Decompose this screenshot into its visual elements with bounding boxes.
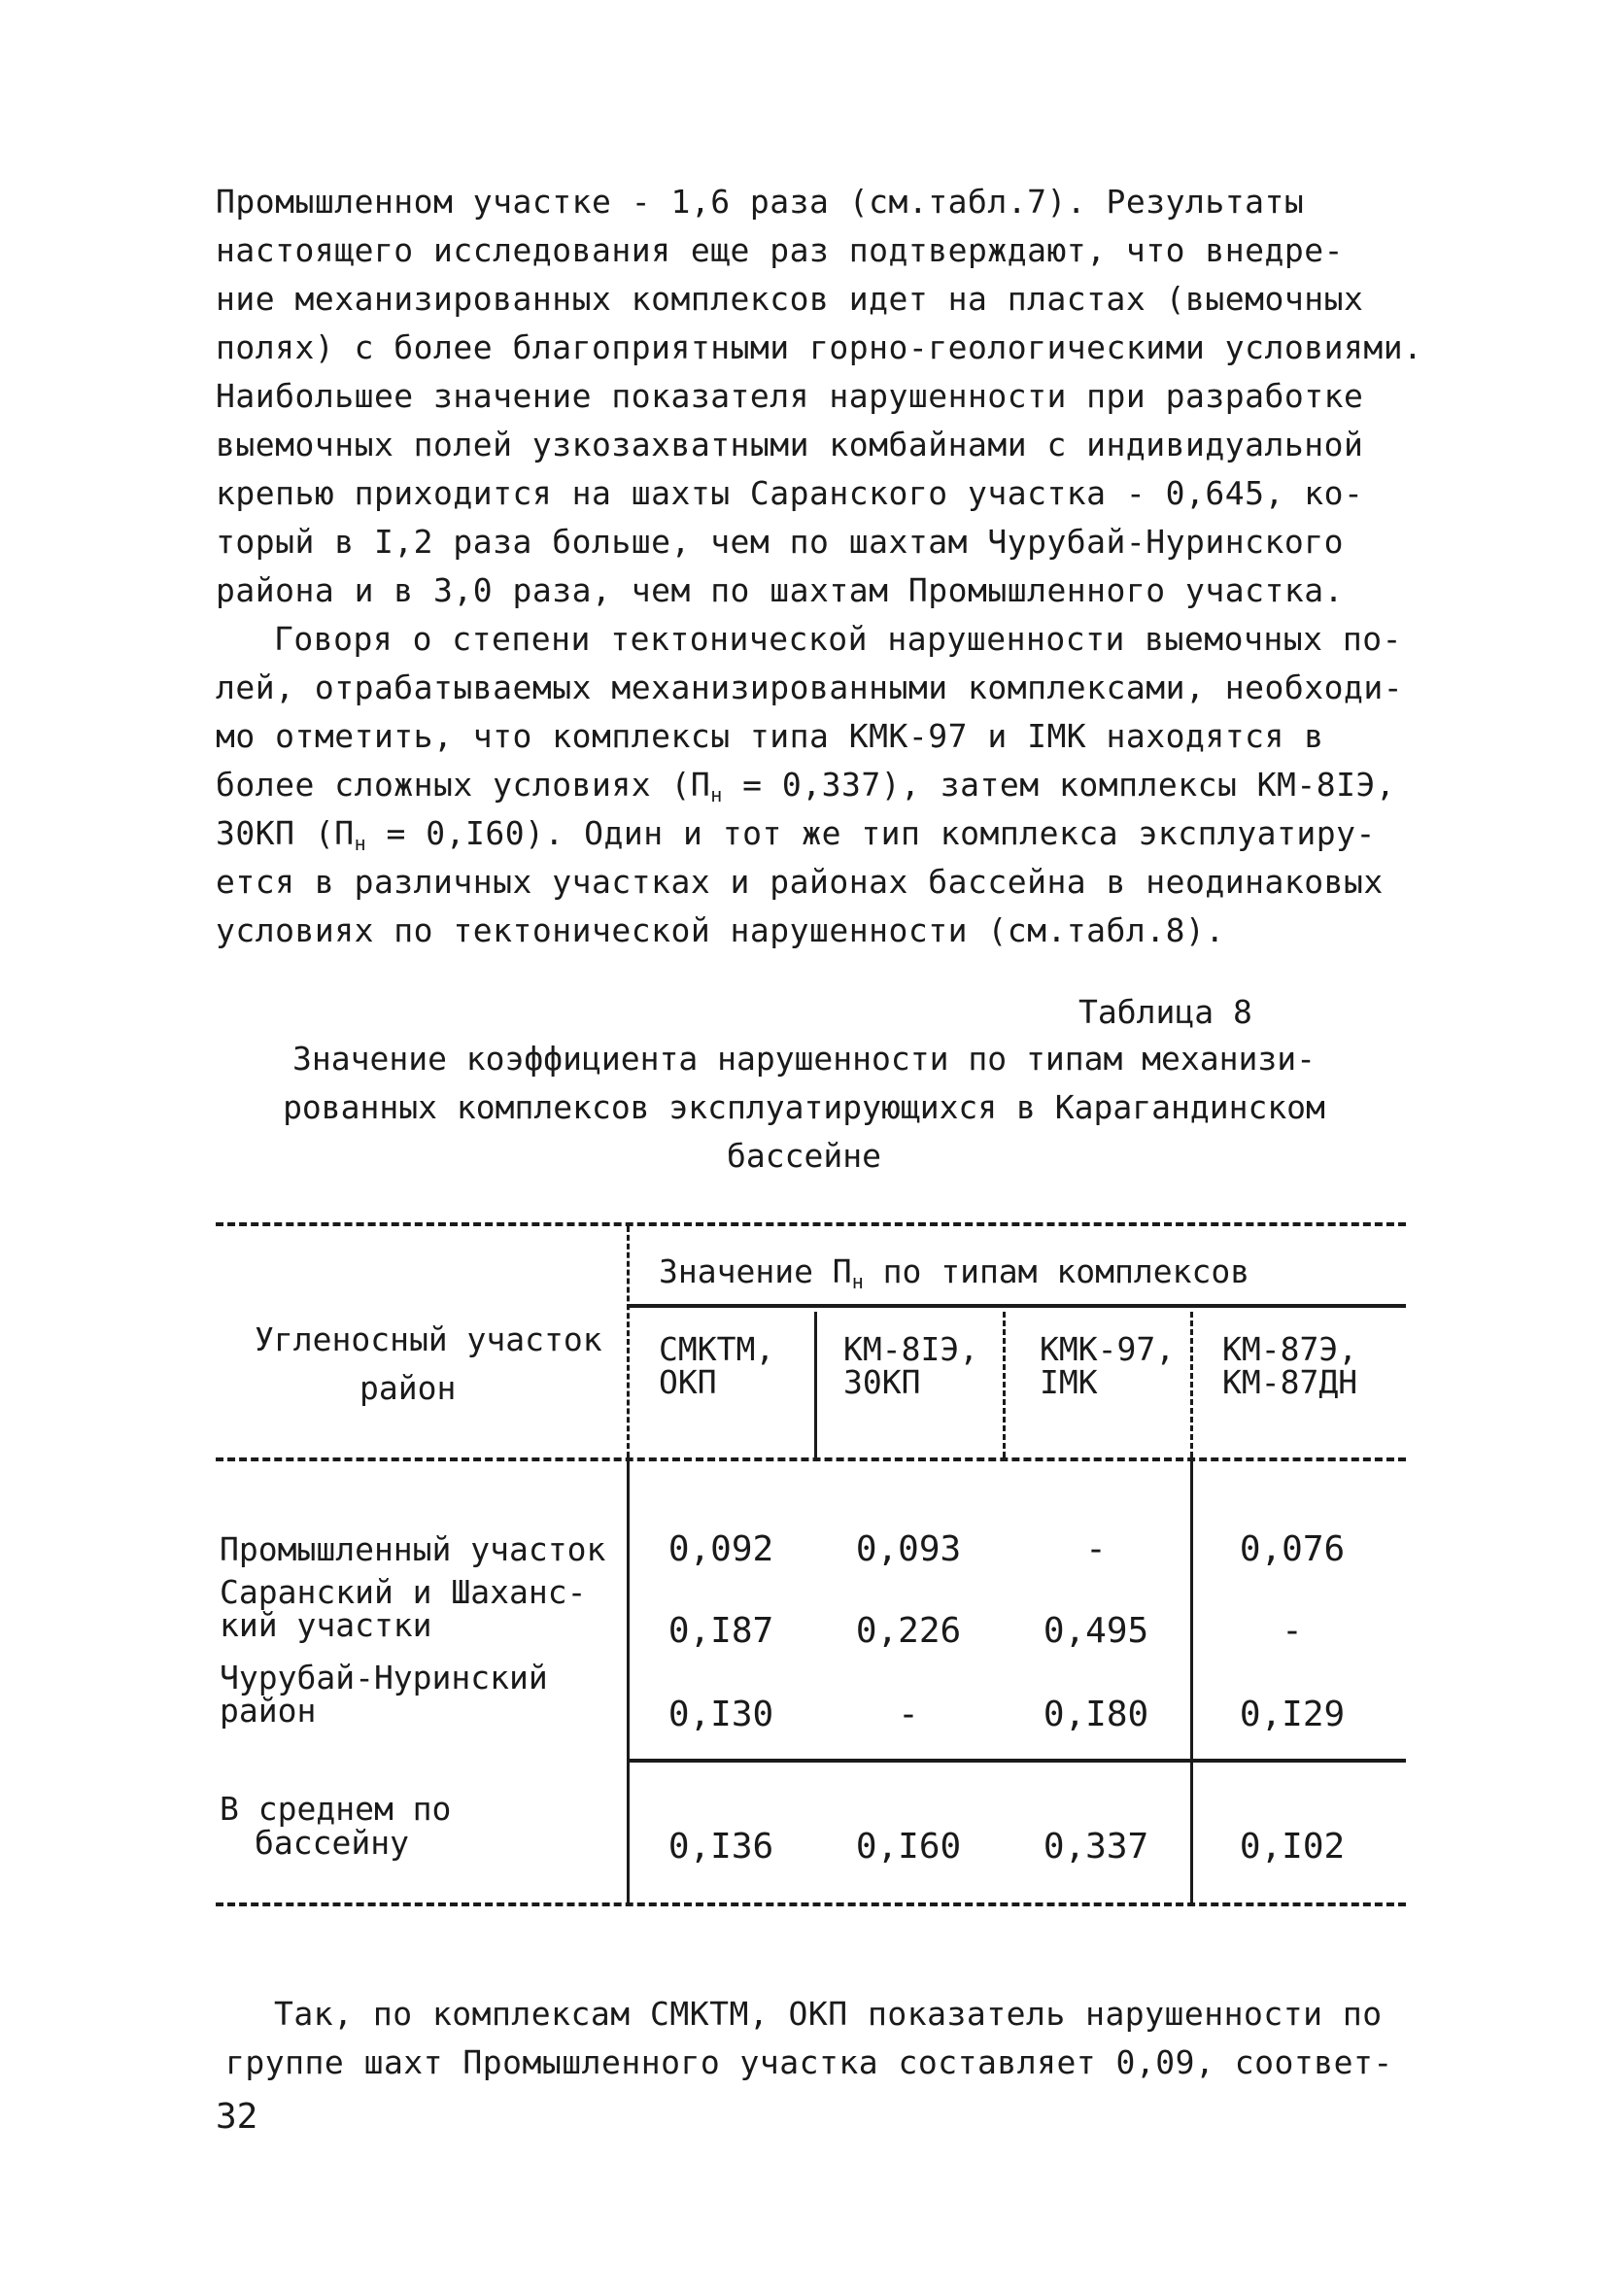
row-name: Промышленный участок	[220, 1530, 606, 1568]
subscript: н	[354, 832, 367, 855]
table-cell: 0,I36	[667, 1827, 774, 1867]
table-vrule	[627, 1461, 630, 1902]
text-span: = 0,I60). Один и тот же тип комплекса эксплуатиру-	[366, 814, 1376, 852]
column-header: КМ-8IЭ,	[843, 1330, 979, 1368]
text-line: группе шахт Промышленного участка составляет 0,09, соответ-	[225, 2043, 1393, 2081]
table-cell: 0,226	[855, 1611, 962, 1651]
table-cell: 0,I30	[667, 1695, 774, 1734]
column-header: КМ-87Э,	[1222, 1330, 1358, 1368]
text-line: Так, по комплексам СМКТМ, ОКП показатель нарушенности по	[274, 1995, 1383, 2033]
text-span: = 0,337), затем комплексы КМ-8IЭ,	[722, 766, 1396, 804]
row-name: район	[220, 1692, 317, 1730]
text-span: по типам комплексов	[863, 1252, 1250, 1290]
text-span: 30КП (П	[216, 814, 355, 852]
column-header: ОКП	[659, 1363, 717, 1401]
table-vrule	[1190, 1461, 1193, 1902]
table-rule-header	[216, 1457, 1406, 1461]
row-name: кий участки	[220, 1606, 432, 1644]
table-caption-line: Значение коэффициента нарушенности по типам механизи-	[292, 1040, 1316, 1078]
table-cell: 0,093	[855, 1529, 962, 1569]
table-caption-line: бассейне	[727, 1137, 881, 1175]
text-line: ние механизированных комплексов идет на пластах (выемочных	[216, 280, 1364, 318]
table-rule-bottom	[216, 1902, 1406, 1906]
column-header: IМК	[1040, 1363, 1098, 1401]
column-header: КМ-87ДН	[1222, 1363, 1358, 1401]
text-line: условиях по тектонической нарушенности (см.табл.8).	[216, 911, 1225, 949]
text-line: крепью приходится на шахты Саранского участка - 0,645, ко-	[216, 474, 1364, 512]
table-cell: -	[1282, 1611, 1303, 1651]
text-line: Промышленном участке - 1,6 раза (см.табл.7). Результаты	[216, 183, 1305, 221]
text-line: торый в I,2 раза больше, чем по шахтам Чурубай-Нуринского	[216, 523, 1344, 561]
table-cell: 0,I29	[1239, 1695, 1346, 1734]
table-cell: -	[1085, 1529, 1107, 1569]
subscript: н	[710, 783, 723, 806]
table-vrule	[1190, 1312, 1193, 1457]
table-cell: 0,092	[667, 1529, 774, 1569]
table-vrule	[1003, 1312, 1006, 1457]
text-span: более сложных условиях (П	[216, 766, 711, 804]
table-cell: 0,I80	[1043, 1695, 1149, 1734]
table-cell: 0,I87	[667, 1611, 774, 1651]
page-number: 32	[216, 2097, 258, 2137]
table-label: Таблица 8	[1078, 993, 1252, 1031]
table-rule-total	[627, 1759, 1406, 1763]
column-header: 30КП	[843, 1363, 921, 1401]
table-rule-group	[627, 1304, 1406, 1308]
table-rule-top	[216, 1222, 1406, 1226]
table-vrule	[627, 1226, 630, 1457]
table-vrule	[814, 1312, 817, 1457]
text-span: Значение П	[659, 1252, 852, 1290]
column-header: КМК-97,	[1040, 1330, 1176, 1368]
table-cell: 0,495	[1043, 1611, 1149, 1651]
table-cell: 0,I60	[855, 1827, 962, 1867]
row-name: Чурубай-Нуринский	[220, 1659, 548, 1696]
table-cell: 0,076	[1239, 1529, 1346, 1569]
text-line: выемочных полей узкозахватными комбайнами с индивидуальной	[216, 426, 1364, 463]
table-cell: -	[898, 1695, 919, 1734]
table-cell: 0,337	[1043, 1827, 1149, 1867]
row-header-label: Угленосный участок	[255, 1320, 602, 1358]
row-name: Саранский и Шаханс-	[220, 1573, 587, 1611]
text-line: полях) с более благоприятными горно-геологическими условиями.	[216, 328, 1423, 366]
text-line: ется в различных участках и районах бассейна в неодинаковых	[216, 863, 1384, 901]
text-line: мо отметить, что комплексы типа КМК-97 и IМК находятся в	[216, 717, 1324, 755]
row-name: В среднем по	[220, 1790, 452, 1828]
text-line: Говоря о степени тектонической нарушенности выемочных по-	[274, 620, 1402, 658]
row-header-label: район	[359, 1369, 457, 1407]
subscript: н	[851, 1270, 864, 1293]
table-cell: 0,I02	[1239, 1827, 1346, 1867]
table-caption-line: рованных комплексов эксплуатирующихся в Карагандинском	[283, 1088, 1325, 1126]
column-header: СМКТМ,	[659, 1330, 775, 1368]
text-line: лей, отрабатываемых механизированными комплексами, необходи-	[216, 668, 1404, 706]
row-name: бассейну	[255, 1824, 409, 1862]
table-group-header	[659, 1252, 1250, 1298]
text-line: настоящего исследования еще раз подтверждают, что внедре-	[216, 231, 1344, 269]
text-line: района и в 3,0 раза, чем по шахтам Промышленного участка.	[216, 571, 1344, 609]
text-line: Наибольшее значение показателя нарушенности при разработке	[216, 377, 1364, 415]
